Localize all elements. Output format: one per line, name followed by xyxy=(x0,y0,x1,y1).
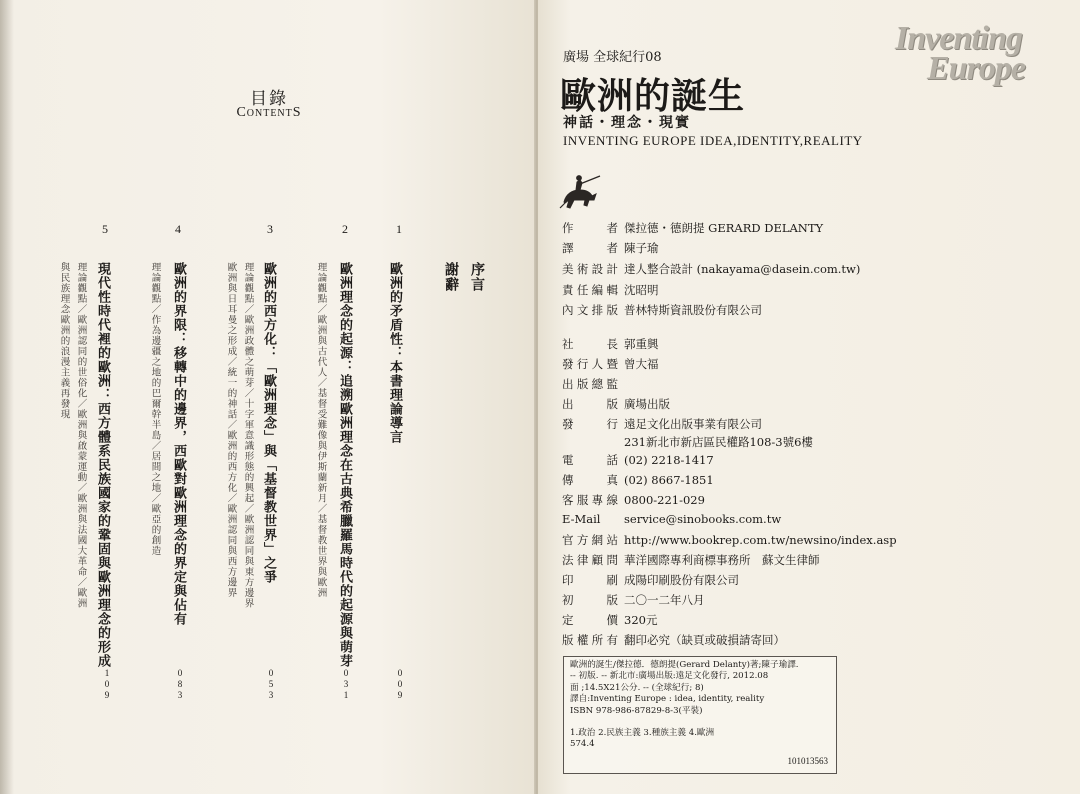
cip-line: 歐洲的誕生/傑拉德．德朗提(Gerard Delanty)著;陳子瑜譯. xyxy=(570,660,799,670)
contents-title-zh: 目錄 xyxy=(250,89,288,109)
book-subtitle-zh: 神話・理念・現實 xyxy=(563,115,691,131)
credit-label: 發行人暨 xyxy=(562,357,618,371)
credit-label: 法律顧問 xyxy=(562,553,618,567)
cip-line: 574.4 xyxy=(570,739,595,750)
credit-label: 客服專線 xyxy=(562,493,618,507)
cip-line: 譯自:Inventing Europe : idea, identity, reality xyxy=(570,694,765,705)
credit-row xyxy=(562,302,762,318)
chapter-number: 1 xyxy=(396,222,402,236)
cip-line: -- 初版. -- 新北市:廣場出版:遠足文化發行, 2012.08 xyxy=(570,671,769,682)
inventing-europe-logo xyxy=(895,20,1045,87)
cip-line: ISBN 978-986-87829-8-3(平裝) xyxy=(570,705,703,716)
toc-chapter-5-subtitle-2: 與民族理念歐洲的浪漫主義再發現 xyxy=(58,262,70,420)
toc-page-number: 031 xyxy=(341,668,351,701)
toc-page-number: 083 xyxy=(175,668,185,701)
credit-row xyxy=(562,240,659,256)
credit-label: 官方網站 xyxy=(562,533,618,547)
toc-item-acknowledgements[interactable]: 謝辭 xyxy=(443,262,459,292)
phone-value: (02) 2218-1417 xyxy=(624,453,714,467)
toc-chapter-1-title[interactable]: 歐洲的矛盾性：本書理論導言 xyxy=(387,262,402,444)
email-link[interactable]: service@sinobooks.com.tw xyxy=(624,512,782,526)
credit-row xyxy=(562,261,860,277)
credit-label: 版權所有 xyxy=(562,633,618,647)
toc-chapter-4-title[interactable]: 歐洲的界限：移轉中的邊界，西歐對歐洲理念的界定與佔有 xyxy=(171,262,186,626)
toc-chapter-3-title[interactable]: 歐洲的西方化：「歐洲理念」與「基督教世界」之爭 xyxy=(261,262,276,584)
credit-label: 出 版 xyxy=(562,397,618,411)
credit-label: E-Mail xyxy=(562,512,601,526)
credit-value: 遠足文化出版事業有限公司 xyxy=(624,417,762,431)
toc-chapter-2-title[interactable]: 歐洲理念的起源：追溯歐洲理念在古典希臘羅馬時代的起源與萌芽 xyxy=(337,262,352,668)
hotline-value: 0800-221-029 xyxy=(624,493,705,507)
credit-label: 印 刷 xyxy=(562,573,618,587)
credit-label: 譯 者 xyxy=(562,241,618,255)
credit-value: 陳子瑜 xyxy=(624,241,659,255)
credit-label: 定 價 xyxy=(562,613,618,627)
toc-item-preface[interactable]: 序言 xyxy=(469,262,485,292)
book-title-en: INVENTING EUROPE IDEA,IDENTITY,REALITY xyxy=(563,133,863,148)
credit-label: 發 行 xyxy=(562,417,618,431)
credit-value: 普林特斯資訊股份有限公司 xyxy=(624,303,762,317)
cip-line: 面 ;14.5X21公分. -- (全球紀行; 8) xyxy=(570,682,704,693)
credit-label: 社 長 xyxy=(562,337,618,351)
credit-value: 廣場出版 xyxy=(624,397,670,411)
fax-value: (02) 8667-1851 xyxy=(624,473,714,487)
credit-row xyxy=(562,592,705,608)
chapter-number: 3 xyxy=(267,222,273,236)
credit-row xyxy=(562,416,762,432)
logo-line-1: Inventing xyxy=(895,20,1023,57)
credit-value: 曾大福 xyxy=(624,357,659,371)
book-title-zh: 歐洲的誕生 xyxy=(560,76,746,117)
credit-row xyxy=(562,552,820,568)
toc-chapter-3-subtitle-2: 歐洲與日耳曼之形成／統一的神話／歐洲的西方化／歐洲認同與西方邊界 xyxy=(225,262,237,598)
logo-line-2: Europe xyxy=(927,50,1025,87)
credit-value: 郭重興 xyxy=(624,337,659,351)
cip-number: 101013563 xyxy=(787,755,828,766)
credit-row xyxy=(562,512,781,526)
credit-row xyxy=(562,396,670,412)
credit-row xyxy=(562,220,823,236)
credit-label: 電 話 xyxy=(562,453,618,467)
credit-value: 二〇一二年八月 xyxy=(624,593,705,607)
credit-row xyxy=(562,612,657,628)
toc-chapter-3-subtitle: 理論觀點／歐洲政體之萌芽／十字軍意識形態的興起／歐洲認同與東方邊界 xyxy=(242,262,254,609)
toc-page-number: 053 xyxy=(266,668,276,701)
credit-label: 內文排版 xyxy=(562,303,618,317)
credit-label: 責任編輯 xyxy=(562,283,618,297)
credit-label: 傳 真 xyxy=(562,473,618,487)
chapter-number: 5 xyxy=(102,222,108,236)
cip-catalog-box xyxy=(563,656,837,774)
credit-value: 達人整合設計 (nakayama@dasein.com.tw) xyxy=(624,262,861,276)
credit-row xyxy=(562,492,705,508)
credit-row xyxy=(562,632,785,648)
toc-chapter-5-title[interactable]: 現代性時代裡的歐洲：西方體系民族國家的鞏固與歐洲理念的形成 xyxy=(95,262,110,668)
toc-chapter-5-subtitle: 理論觀點／歐洲認同的世俗化／歐洲與啟蒙運動／歐洲與法國大革命／歐洲 xyxy=(75,262,87,609)
credit-label: 初 版 xyxy=(562,593,618,607)
toc-page-number: 109 xyxy=(102,668,112,701)
credit-row xyxy=(562,532,897,548)
credit-label: 出版總監 xyxy=(562,377,618,391)
credit-label: 美術設計 xyxy=(562,262,618,276)
credit-value: 沈昭明 xyxy=(624,283,659,297)
credit-value: 翻印必究（缺頁或破損請寄回） xyxy=(624,633,785,647)
cip-line xyxy=(570,717,830,728)
toc-chapter-4-subtitle: 理論觀點／作為邊疆之地的巴爾幹半島／居間之地／歐亞的創造 xyxy=(149,262,161,556)
credit-row xyxy=(562,452,714,468)
credit-row xyxy=(562,376,624,392)
knight-on-horse-icon xyxy=(556,172,602,214)
credit-row xyxy=(562,356,659,372)
cip-line: 1.政治 2.民族主義 3.種族主義 4.歐洲 xyxy=(570,728,715,739)
credit-value: 成陽印刷股份有限公司 xyxy=(624,573,739,587)
chapter-number: 2 xyxy=(342,222,348,236)
toc-page-number: 009 xyxy=(395,668,405,701)
contents-page xyxy=(0,0,538,794)
toc-chapter-2-subtitle: 理論觀點／歐洲與古代人／基督受難像與伊斯蘭新月／基督教世界與歐洲 xyxy=(315,262,327,598)
credit-row xyxy=(562,572,739,588)
website-link[interactable]: http://www.bookrep.com.tw/newsino/index.asp xyxy=(624,533,897,547)
address-value: 231新北市新店區民權路108-3號6樓 xyxy=(624,435,813,449)
credit-value: 傑拉德・德朗提 GERARD DELANTY xyxy=(624,221,824,235)
series-label: 廣場 全球紀行08 xyxy=(563,50,662,65)
credit-row xyxy=(562,336,659,352)
credit-row xyxy=(562,472,714,488)
credit-row xyxy=(562,434,813,450)
credit-row xyxy=(562,282,659,298)
chapter-number: 4 xyxy=(175,222,181,236)
credit-label: 作 者 xyxy=(562,221,618,235)
price-value: 320元 xyxy=(624,613,658,627)
credit-value: 華洋國際專利商標事務所 蘇文生律師 xyxy=(624,553,820,567)
contents-title-en: ContentS xyxy=(236,105,302,120)
